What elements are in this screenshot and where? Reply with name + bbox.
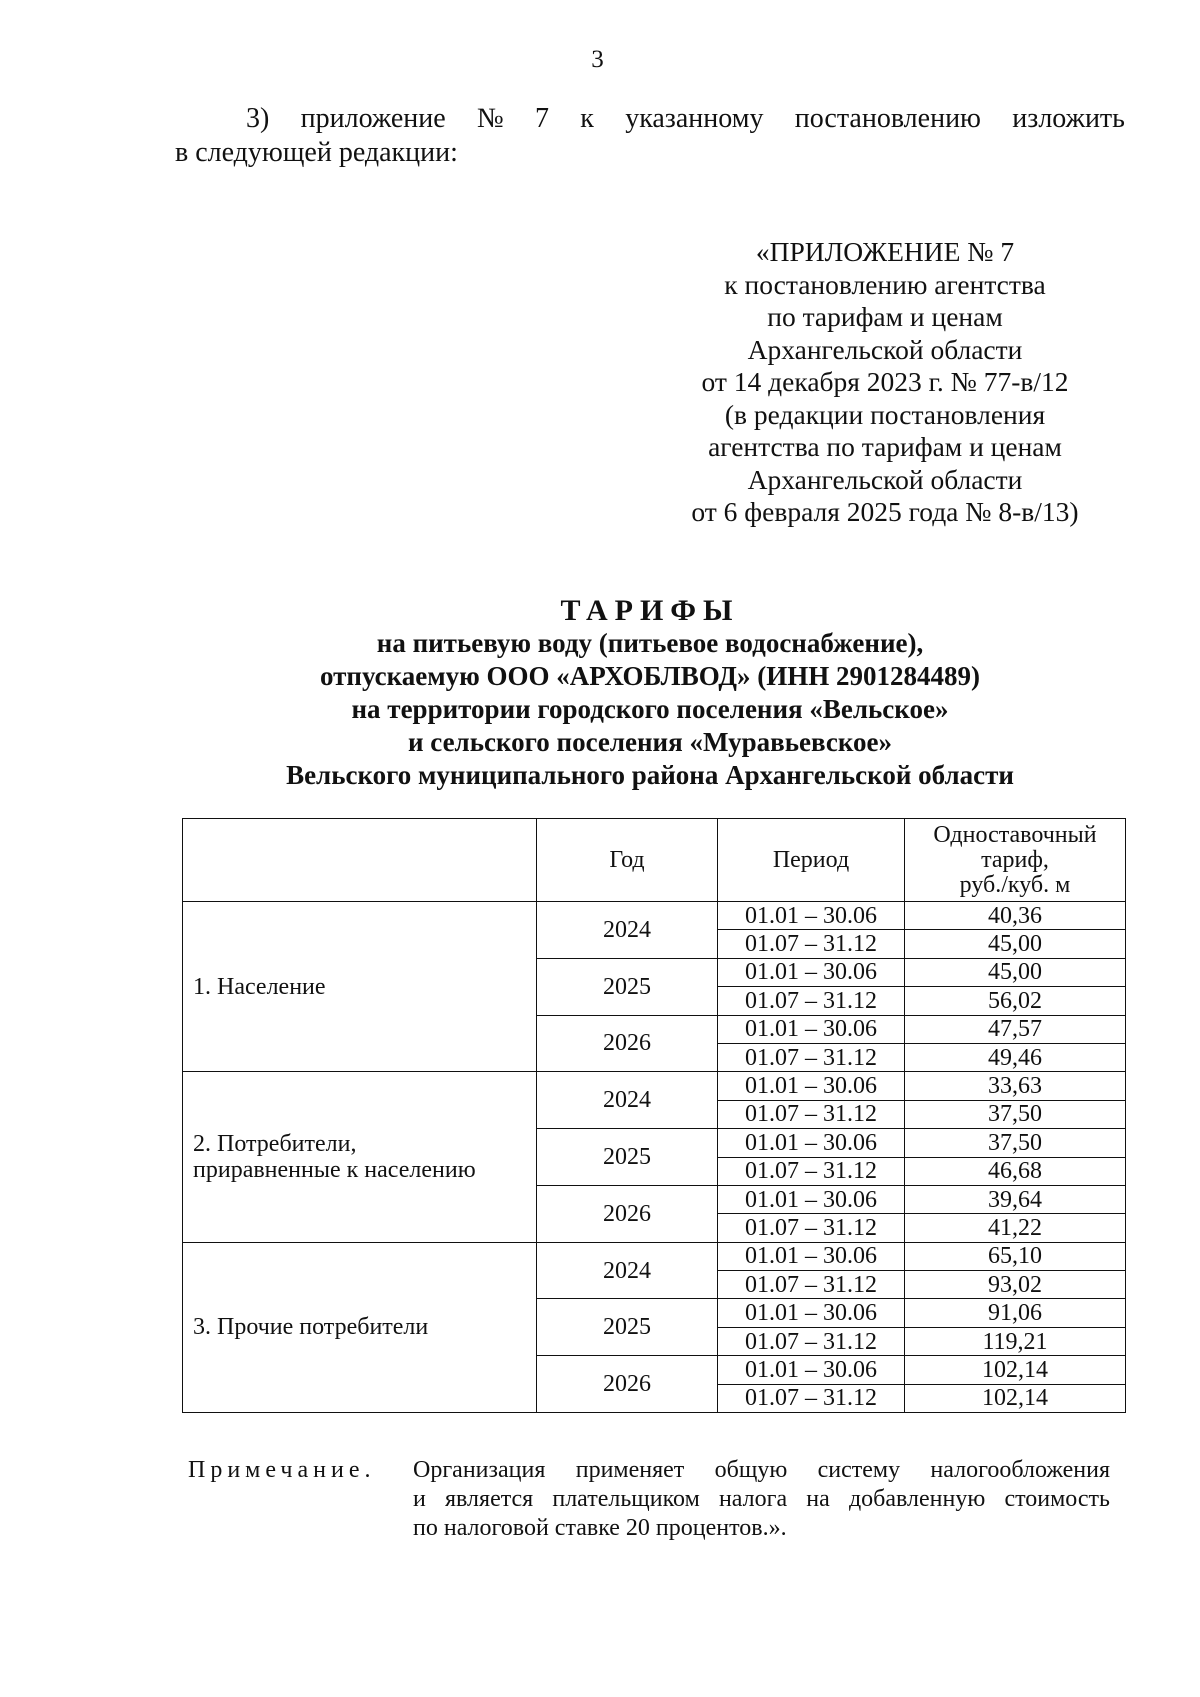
category-cell xyxy=(183,902,537,1072)
appendix-line: по тарифам и ценам xyxy=(767,301,1003,332)
year-cell: 2024 xyxy=(537,1242,718,1299)
header-category xyxy=(183,819,537,902)
note-word: применяет xyxy=(575,1457,685,1483)
year-cell: 2024 xyxy=(537,902,718,959)
intro-paragraph xyxy=(175,102,1125,170)
appendix-line: Архангельской области xyxy=(747,333,1023,365)
period-cell: 01.01 – 30.06 xyxy=(718,1129,905,1157)
year-cell: 2026 xyxy=(537,1015,718,1072)
tariff-cell: 37,50 xyxy=(905,1129,1126,1157)
period-cell: 01.07 – 31.12 xyxy=(718,1157,905,1185)
appendix-header xyxy=(660,236,1110,529)
page-number: 3 xyxy=(591,46,604,73)
header-tariff-line: Одноставочный xyxy=(933,821,1097,848)
intro-word: 7 xyxy=(534,103,549,134)
period-cell: 01.07 – 31.12 xyxy=(718,1214,905,1242)
table-row xyxy=(183,1242,1126,1270)
header-tariff-line: руб./куб. м xyxy=(959,871,1071,898)
tariff-cell: 33,63 xyxy=(905,1072,1126,1100)
intro-word: к xyxy=(580,103,594,134)
period-cell: 01.01 – 30.06 xyxy=(718,1015,905,1043)
tariff-cell: 91,06 xyxy=(905,1299,1126,1327)
tariff-cell: 56,02 xyxy=(905,987,1126,1015)
note-line-3: по налоговой ставке 20 процентов.». xyxy=(413,1515,787,1541)
tariff-cell: 37,50 xyxy=(905,1100,1126,1128)
tariff-cell: 46,68 xyxy=(905,1157,1126,1185)
note-word: на xyxy=(806,1486,830,1512)
header-tariff xyxy=(905,819,1126,902)
tariff-cell: 102,14 xyxy=(905,1384,1126,1412)
year-cell: 2025 xyxy=(537,958,718,1015)
appendix-line: к постановлению агентства xyxy=(724,268,1046,300)
intro-word: указанному xyxy=(625,103,764,134)
header-year: Год xyxy=(537,819,718,902)
tariff-cell: 65,10 xyxy=(905,1242,1126,1270)
title-line: на территории городского поселения «Вельское» xyxy=(351,694,949,724)
tariff-cell: 45,00 xyxy=(905,958,1126,986)
note-word: общую xyxy=(714,1457,788,1483)
note-word: систему xyxy=(817,1457,901,1483)
intro-word: приложение xyxy=(300,103,446,134)
period-cell: 01.07 – 31.12 xyxy=(718,1043,905,1071)
period-cell: 01.07 – 31.12 xyxy=(718,1384,905,1412)
appendix-line: Архангельской области xyxy=(747,463,1023,495)
appendix-line: от 6 февраля 2025 года № 8-в/13) xyxy=(691,496,1079,527)
appendix-line: (в редакции постановления xyxy=(724,398,1046,430)
table-row xyxy=(183,1072,1126,1100)
note-text xyxy=(413,1456,1110,1543)
note-line-1 xyxy=(413,1456,1110,1485)
document-title xyxy=(150,594,1150,792)
note-block xyxy=(188,1456,1110,1543)
intro-word: постановлению xyxy=(794,103,981,134)
intro-word: № xyxy=(476,103,504,134)
note-word: добавленную xyxy=(848,1486,986,1512)
note-word: и xyxy=(413,1486,426,1512)
appendix-line: «ПРИЛОЖЕНИЕ № 7 xyxy=(755,236,1015,267)
note-line-2 xyxy=(413,1485,1110,1514)
tariff-cell: 102,14 xyxy=(905,1356,1126,1384)
title-line: на питьевую воду (питьевое водоснабжение), xyxy=(376,628,924,658)
tariff-table xyxy=(182,818,1126,1413)
period-cell: 01.01 – 30.06 xyxy=(718,958,905,986)
period-cell: 01.01 – 30.06 xyxy=(718,1185,905,1213)
tariff-cell: 39,64 xyxy=(905,1185,1126,1213)
tariff-cell: 45,00 xyxy=(905,930,1126,958)
category-line: 3. Прочие потребители xyxy=(193,1314,429,1341)
header-period: Период xyxy=(718,819,905,902)
period-cell: 01.01 – 30.06 xyxy=(718,1299,905,1327)
intro-line-2: в следующей редакции: xyxy=(175,137,458,168)
title-main: ТАРИФЫ xyxy=(560,594,740,627)
category-line: 1. Население xyxy=(193,973,326,1000)
year-cell: 2024 xyxy=(537,1072,718,1129)
category-cell xyxy=(183,1072,537,1242)
period-cell: 01.07 – 31.12 xyxy=(718,1271,905,1299)
tariff-cell: 40,36 xyxy=(905,902,1126,930)
intro-line-1 xyxy=(175,102,1125,136)
note-word: стоимость xyxy=(1004,1486,1110,1512)
category-line: 2. Потребители, xyxy=(193,1131,357,1158)
year-cell: 2025 xyxy=(537,1299,718,1356)
note-label: Примечание. xyxy=(188,1457,376,1483)
appendix-line: агентства по тарифам и ценам xyxy=(708,431,1062,462)
note-word: плательщиком xyxy=(552,1486,700,1512)
period-cell: 01.07 – 31.12 xyxy=(718,1327,905,1355)
period-cell: 01.07 – 31.12 xyxy=(718,1100,905,1128)
note-word: является xyxy=(445,1486,534,1512)
year-cell: 2026 xyxy=(537,1356,718,1413)
tariff-cell: 119,21 xyxy=(905,1327,1126,1355)
period-cell: 01.01 – 30.06 xyxy=(718,902,905,930)
title-line: отпускаемую ООО «АРХОБЛВОД» (ИНН 2901284489) xyxy=(320,661,980,691)
year-cell: 2025 xyxy=(537,1129,718,1186)
period-cell: 01.01 – 30.06 xyxy=(718,1242,905,1270)
header-tariff-line: тариф, xyxy=(981,846,1049,873)
period-cell: 01.07 – 31.12 xyxy=(718,930,905,958)
note-word: Организация xyxy=(413,1457,546,1483)
title-line: и сельского поселения «Муравьевское» xyxy=(407,727,893,757)
title-line: Вельского муниципального района Архангельской области xyxy=(286,760,1014,790)
period-cell: 01.07 – 31.12 xyxy=(718,987,905,1015)
year-cell: 2026 xyxy=(537,1185,718,1242)
tariff-cell: 93,02 xyxy=(905,1271,1126,1299)
period-cell: 01.01 – 30.06 xyxy=(718,1072,905,1100)
intro-word: 3) xyxy=(246,103,270,134)
tariff-cell: 47,57 xyxy=(905,1015,1126,1043)
period-cell: 01.01 – 30.06 xyxy=(718,1356,905,1384)
tariff-cell: 49,46 xyxy=(905,1043,1126,1071)
category-cell xyxy=(183,1242,537,1412)
intro-word: изложить xyxy=(1012,103,1125,134)
appendix-line: от 14 декабря 2023 г. № 77-в/12 xyxy=(701,366,1069,397)
note-word: налогообложения xyxy=(930,1457,1110,1483)
category-line: приравненные к населению xyxy=(193,1157,476,1184)
table-header-row xyxy=(183,819,1126,902)
table-row xyxy=(183,902,1126,930)
note-word: налога xyxy=(718,1486,788,1512)
tariff-cell: 41,22 xyxy=(905,1214,1126,1242)
